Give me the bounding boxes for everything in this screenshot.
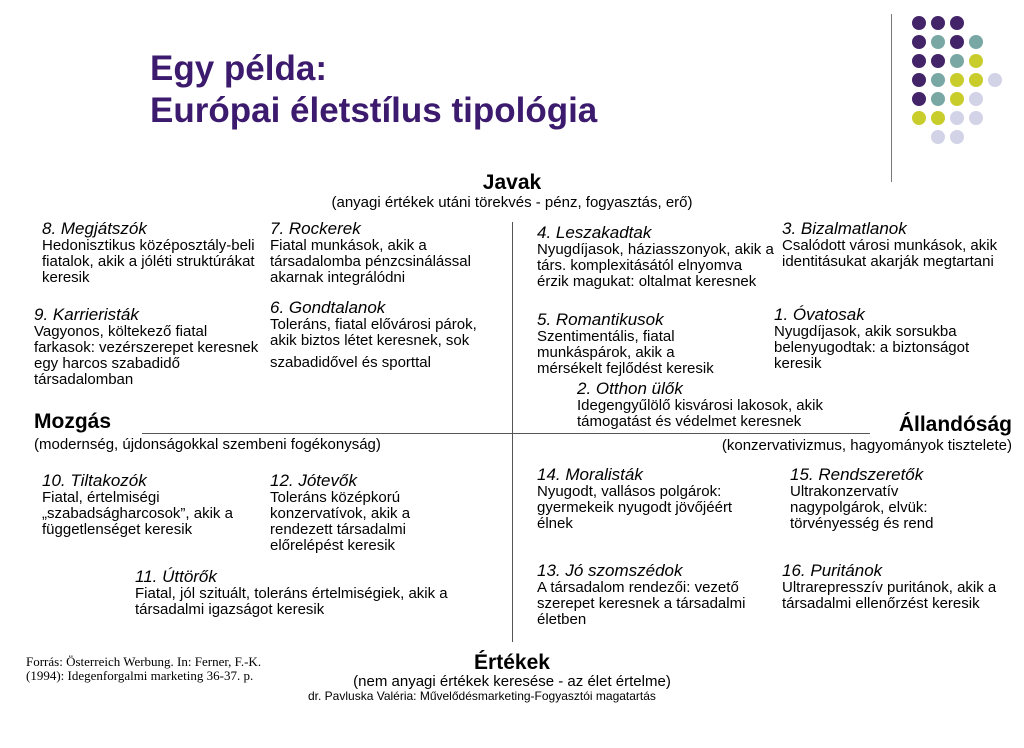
axis-bottom-subtitle: (nem anyagi értékek keresése - az élet értelme) — [353, 673, 671, 690]
slide-footer: dr. Pavluska Valéria: Művelődésmarketing-Fogyasztói magatartás — [308, 689, 656, 703]
segment-16 — [782, 561, 1022, 612]
axis-right-subtitle: (konzervativizmus, hagyományok tisztelete) — [721, 437, 1012, 454]
segment-8 — [42, 219, 277, 286]
axis-bottom-title: Értékek — [474, 651, 550, 674]
decor-dot — [912, 111, 926, 125]
segment-title: 11. Úttörők — [135, 567, 217, 586]
decor-dot — [950, 54, 964, 68]
title-line-2: Európai életstílus tipológia — [150, 91, 598, 130]
segment-description: Toleráns, fiatal elővárosi párok, akik biztos létet keresnek, sok — [270, 316, 477, 349]
segment-description: Hedonisztikus középosztály-beli fiatalok, akik a jóléti struktúrákat keresik — [42, 237, 255, 286]
segment-description: Nyugdíjasok, akik sorsukba belenyugodtak: a biztonságot keresik — [774, 323, 970, 372]
segment-description: Fiatal munkások, akik a társadalomba pénzcsinálással akarnak integrálódni — [270, 237, 471, 286]
source-citation: Forrás: Österreich Werbung. In: Ferner, F.-K. (1994): Idegenforgalmi marketing 36-37. p. — [26, 654, 262, 683]
slide-title — [150, 48, 597, 132]
segment-title: 6. Gondtalanok — [270, 298, 386, 317]
decor-dot — [912, 73, 926, 87]
segment-14 — [537, 465, 769, 532]
segment-title: 3. Bizalmatlanok — [782, 219, 907, 238]
segment-description: Nyugodt, vallásos polgárok: gyermekeik nyugodt jövőjéért élnek — [537, 483, 733, 532]
decor-dot — [969, 54, 983, 68]
axis-top-subtitle: (anyagi értékek utáni törekvés - pénz, fogyasztás, erő) — [331, 194, 693, 211]
segment-2 — [577, 379, 877, 430]
decor-dot — [931, 73, 945, 87]
axis-left-title: Mozgás — [34, 410, 112, 433]
decor-dot — [950, 130, 964, 144]
segment-11 — [135, 567, 480, 618]
decor-dot — [912, 92, 926, 106]
decor-dot — [969, 73, 983, 87]
decor-dot — [950, 92, 964, 106]
axis-left-subtitle: (modernség, újdonságokkal szembeni fogékonyság) — [34, 436, 381, 453]
segment-12 — [270, 471, 455, 554]
segment-description: Fiatal, jól szituált, toleráns értelmiségiek, akik a társadalmi igazságot keresik — [135, 585, 448, 618]
decor-dot — [950, 111, 964, 125]
segment-title: 8. Megjátszók — [42, 219, 147, 238]
segment-3 — [782, 219, 1018, 270]
decor-dot — [931, 54, 945, 68]
axis-right-title: Állandóság — [898, 413, 1012, 436]
segment-4 — [537, 223, 775, 290]
segment-title: 10. Tiltakozók — [42, 471, 147, 490]
segment-description-extra: szabadidővel és sporttal — [270, 354, 431, 371]
decor-dot — [912, 35, 926, 49]
segment-description: Toleráns középkorú konzervatívok, akik a rendezett társadalmi előrelépést keresik — [270, 489, 411, 554]
segment-description: Fiatal, értelmiségi „szabadságharcosok”, akik a függetlenséget keresik — [42, 489, 233, 538]
axis-top-title: Javak — [482, 171, 542, 194]
segment-15 — [790, 465, 970, 532]
segment-description: A társadalom rendezői: vezető szerepet keresnek a társadalmi életben — [537, 579, 746, 628]
segment-title: 5. Romantikusok — [537, 310, 664, 329]
segment-title: 15. Rendszeretők — [790, 465, 924, 484]
segment-7 — [270, 219, 515, 286]
decor-dot — [931, 111, 945, 125]
decor-dot — [931, 16, 945, 30]
segment-6 — [270, 298, 485, 371]
decor-dot — [931, 92, 945, 106]
segment-title: 7. Rockerek — [270, 219, 361, 238]
segment-1 — [774, 305, 1019, 372]
decor-dot — [969, 92, 983, 106]
decor-dot — [988, 73, 1002, 87]
segment-title: 2. Otthon ülők — [577, 379, 683, 398]
segment-13 — [537, 561, 752, 628]
decor-dot — [969, 111, 983, 125]
segment-description: Ultrakonzervatív nagypolgárok, elvük: törvényesség és rend — [790, 483, 934, 532]
segment-title: 1. Óvatosak — [774, 305, 865, 324]
decor-dot — [950, 35, 964, 49]
segment-title: 16. Puritánok — [782, 561, 883, 580]
decor-dot — [912, 16, 926, 30]
segment-title: 14. Moralisták — [537, 465, 643, 484]
decor-dot — [931, 130, 945, 144]
segment-description: Csalódott városi munkások, akik identitásukat akarják megtartani — [782, 237, 998, 270]
decor-dot — [950, 73, 964, 87]
decor-dot — [931, 35, 945, 49]
title-line-1: Egy példa: — [150, 49, 327, 88]
decor-dot — [969, 35, 983, 49]
decorative-divider-line — [891, 14, 892, 182]
decor-dot — [950, 16, 964, 30]
segment-10 — [42, 471, 267, 538]
segment-description: Szentimentális, fiatal munkáspárok, akik a mérsékelt fejlődést keresik — [537, 328, 714, 377]
segment-title: 13. Jó szomszédok — [537, 561, 683, 580]
segment-5 — [537, 310, 737, 377]
segment-title: 9. Karrieristák — [34, 305, 139, 324]
segment-description: Ultrarepresszív puritánok, akik a társadalmi ellenőrzést keresik — [782, 579, 997, 612]
segment-description: Vagyonos, költekező fiatal farkasok: vezérszerepet keresnek egy harcos szabadidő társadalomban — [34, 323, 259, 388]
segment-title: 4. Leszakadtak — [537, 223, 652, 242]
decor-dot — [912, 54, 926, 68]
segment-title: 12. Jótevők — [270, 471, 357, 490]
horizontal-axis-line — [142, 433, 870, 434]
segment-description: Nyugdíjasok, háziasszonyok, akik a társ. komplexitásától elnyomva érzik magukat: oltalmat keresnek — [537, 241, 774, 290]
segment-9 — [34, 305, 262, 388]
segment-description: Idegengyűlölő kisvárosi lakosok, akik támogatást és védelmet keresnek — [577, 397, 823, 430]
